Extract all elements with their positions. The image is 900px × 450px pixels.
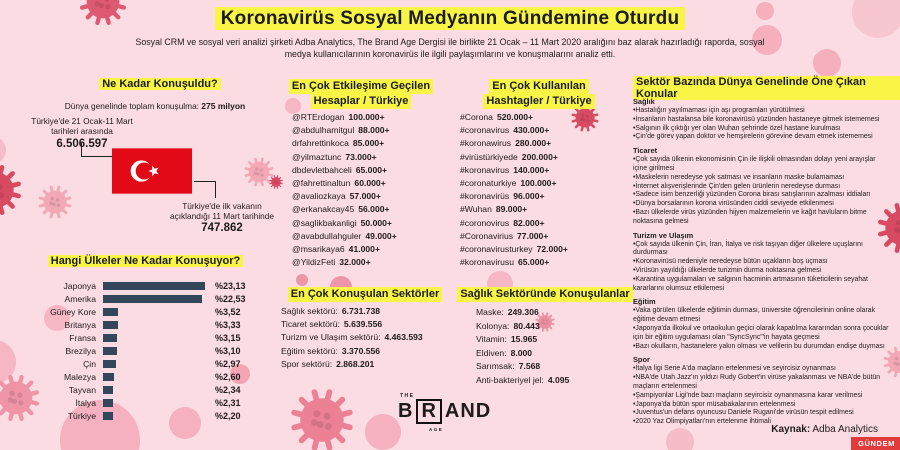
topic-section — [633, 231, 891, 294]
bar-area — [103, 282, 215, 290]
hashtag-item — [460, 203, 568, 216]
topic-bullet: •Bazı ülkelerde virüs yüzünden hijyen malzemelerin ve kağıt havluların bitme noktasına gelmesi — [633, 208, 867, 225]
topic-section-title: Ticaret — [633, 146, 658, 156]
bar-label: Brezilya — [65, 346, 96, 357]
hashtag-item — [460, 256, 568, 269]
bar-area — [103, 360, 215, 368]
hashtag-tag: #coronovirus — [460, 217, 510, 228]
world-total-label: Dünya genelinde toplam konuşulma: — [64, 101, 199, 111]
account-value: 49.000+ — [365, 230, 397, 241]
hashtags-heading — [453, 79, 625, 109]
hashtags-heading-line2: Hashtagler / Türkiye — [483, 94, 594, 109]
hashtag-value: 100.000+ — [520, 178, 557, 189]
bar-area — [103, 373, 215, 381]
health-topic-value: 249.306 — [507, 307, 539, 317]
account-handle: @avaliozkaya — [292, 191, 346, 202]
hashtag-value: 520.000+ — [496, 112, 534, 122]
topic-bullet: •Şampiyonlar Ligi'nde bazı maçların seyircisiz oynanmasına karar verilmesi — [633, 391, 863, 399]
account-item — [292, 177, 397, 190]
topic-bullet: •Japonya'da ilkokul ve ortaokulun geçici olarak kapatılma kararından sonra çocuklar için bir eğitim uygulaması olan "SyncSync"'in hayata geçmesi — [633, 324, 889, 341]
hashtag-value: 280.000+ — [515, 138, 552, 149]
account-value: 57.000+ — [349, 191, 381, 202]
health-topics-heading — [450, 287, 640, 302]
bar-label: Güney Kore — [50, 306, 96, 317]
hashtag-item — [460, 137, 568, 150]
topic-section — [633, 97, 891, 142]
topic-bullet: •Salgının ilk çıktığı yer olan Wuhan şehrinde özel hastane kurulması — [633, 124, 841, 132]
bar — [103, 334, 117, 342]
sectors-heading — [276, 287, 454, 302]
health-topics-heading-text: Sağlık Sektöründe Konuşulanlar — [457, 287, 632, 302]
bar-label: Amerika — [64, 293, 96, 304]
sector-item — [281, 345, 423, 358]
account-handle: @abdulhamitgul — [292, 125, 355, 136]
account-item — [292, 230, 397, 243]
bar-area — [103, 308, 215, 316]
connector-line-right — [194, 181, 216, 198]
account-item — [292, 137, 397, 150]
account-value: 60.000+ — [354, 178, 386, 189]
health-topic-value: 15.965 — [510, 334, 538, 345]
source-value: Adba Analytics — [812, 424, 878, 435]
health-topic-item — [476, 306, 569, 320]
sector-value: 3.370.556 — [341, 345, 381, 356]
bar-label: İtalya — [75, 398, 96, 409]
chart-row — [30, 344, 268, 357]
countries-chart-heading — [28, 255, 263, 267]
account-item — [292, 217, 397, 230]
account-item — [292, 151, 397, 164]
bar-value: %3,33 — [215, 319, 241, 330]
bar-value: %3,15 — [215, 332, 241, 343]
world-total-value: 275 milyon — [201, 101, 246, 111]
account-handle: @avabdullahguler — [292, 230, 362, 241]
accounts-heading — [280, 79, 442, 109]
hashtag-item — [460, 164, 568, 177]
health-topic-item — [476, 320, 569, 334]
sector-label: Turizm ve Ulaşım sektörü: — [281, 332, 381, 343]
accounts-heading-line2: Hesaplar / Türkiye — [311, 94, 412, 109]
header — [0, 8, 900, 60]
hashtag-item — [460, 111, 568, 124]
topic-bullet: •Çok sayıda ülkenin Çin, İran, İtalya ve risk taşıyan diğer ülkelere uçuşlarını durdurması — [633, 240, 863, 257]
hashtag-tag: #Coronavirius — [460, 230, 514, 241]
topic-bullet: •Sadece isim benzerliği yüzünden Corona birası satışlarının azalması iddiaları — [633, 191, 871, 199]
topic-section — [633, 355, 891, 427]
bar — [103, 412, 113, 420]
sector-label: Eğitim sektörü: — [281, 345, 338, 356]
health-topic-label: Maske: — [476, 307, 504, 317]
account-handle: @erkanakcay45 — [292, 204, 355, 215]
topic-bullet: •Maskelerin neredeyse yok satması ve insanların maske bulamaması — [633, 173, 845, 181]
world-topics-heading-text: Sektör Bazında Dünya Genelinde Öne Çıkan Konular — [633, 76, 900, 100]
account-item — [292, 111, 397, 124]
health-topic-value: 7.568 — [518, 361, 541, 372]
brand-r-boxed-letter: R — [416, 399, 441, 424]
how-much-heading — [55, 78, 265, 90]
sectors-heading-text: En Çok Konuşulan Sektörler — [288, 287, 443, 302]
bar-area — [103, 412, 215, 420]
hashtag-item — [460, 124, 568, 137]
account-value: 50.000+ — [360, 217, 392, 228]
brand-row — [398, 399, 518, 424]
topic-bullet: •2020 Yaz Olimpiyatları'nın ertelenme ihtimali — [633, 418, 771, 426]
topic-section-title: Spor — [633, 355, 650, 365]
hashtag-value: 77.000+ — [517, 230, 549, 241]
account-value: 73.000+ — [345, 151, 377, 162]
bar — [103, 347, 117, 355]
account-handle: dbdevletbahceli — [292, 164, 352, 175]
sector-value: 2.868.201 — [336, 358, 375, 369]
sector-value: 5.639.556 — [343, 319, 383, 330]
turkey-flag — [112, 148, 192, 194]
countries-bar-chart — [30, 279, 268, 423]
account-handle: @fahrettinaltun — [292, 178, 351, 189]
bar-value: %3,52 — [215, 306, 241, 317]
hashtag-value: 140.000+ — [513, 164, 550, 175]
chart-row — [30, 292, 268, 305]
account-handle: @yilmaztunc — [292, 151, 342, 162]
bar-area — [103, 399, 215, 407]
bar-area — [103, 334, 215, 342]
page-title-text: Koronavirüs Sosyal Medyanın Gündemine Oturdu — [215, 7, 686, 30]
bar-value: %22,53 — [215, 293, 246, 304]
health-topic-value: 80.443 — [513, 320, 540, 331]
hashtag-value: 200.000+ — [521, 151, 558, 162]
sector-item — [281, 358, 423, 371]
hashtag-value: 96.000+ — [513, 191, 545, 202]
source-label: Kaynak: — [771, 424, 811, 435]
sector-item — [281, 331, 423, 344]
bar-area — [103, 386, 215, 394]
first-case-label: Türkiye'de ilk vakanın açıklandığı 11 Mart tarihinde — [169, 201, 275, 221]
how-much-heading-text: Ne Kadar Konuşuldu? — [99, 78, 221, 90]
hashtag-tag: #coronaturkiye — [460, 178, 517, 189]
topic-bullet: •Karantina uygulamaları ve salgının hacminin artmasının tüketicilerin seyahat kararlarını olumsuz etkilemesi — [633, 275, 868, 292]
bar-area — [103, 295, 215, 303]
bar-label: Britanya — [64, 319, 96, 330]
account-value: 100.000+ — [348, 112, 385, 122]
brand-age-text: AGE — [429, 427, 444, 432]
hashtag-tag: #coronavirusturkey — [460, 244, 533, 255]
topic-bullet: •İtalya ligi Serie A'da maçların ertelenmesi ve seyircisiz oynanması — [633, 365, 836, 373]
topic-bullet: •Juventus'un defans oyuncusu Daniele Rugani'de virüsün tespit edilmesi — [633, 409, 854, 417]
account-item — [292, 164, 397, 177]
health-topic-label: Sarımsak: — [476, 361, 515, 372]
topic-bullet: •Bazı okulların, hastanelere yakın olması ve velilerin bu durumdan endişe duyması — [633, 342, 885, 350]
sectors-list — [281, 305, 423, 371]
bar-label: Türkiye — [67, 411, 96, 422]
hashtag-value: 65.000+ — [517, 257, 550, 268]
hashtag-tag: #koronavirus — [460, 164, 510, 175]
account-value: 85.000+ — [352, 138, 385, 149]
chart-row — [30, 384, 268, 397]
accounts-list — [292, 111, 397, 269]
hashtags-list — [460, 111, 568, 269]
chart-row — [30, 397, 268, 410]
topic-bullet: •Koronavirüsü nedeniyle neredeyse bütün uçakların boş uçması — [633, 258, 828, 266]
hashtag-tag: #koronawirus — [460, 138, 512, 149]
bar-value: %2,31 — [215, 398, 241, 409]
account-value: 88.000+ — [358, 125, 390, 136]
health-topic-label: Anti-bakteriyel jel: — [476, 374, 544, 385]
health-topic-value: 8.000 — [510, 347, 533, 358]
account-item — [292, 203, 397, 216]
chart-row — [30, 331, 268, 344]
topic-bullet: •Virüsün yayıldığı ülkelerde turizmin durma noktasına gelmesi — [633, 266, 822, 274]
chart-row — [30, 279, 268, 292]
turkey-period-value: 6.506.597 — [56, 138, 108, 150]
account-handle: @YildizFeti — [292, 257, 336, 268]
bar-label: Japonya — [63, 280, 96, 291]
chart-row — [30, 358, 268, 371]
account-handle: @saglikbakanligi — [292, 217, 357, 228]
hashtag-item — [460, 243, 568, 256]
health-topic-label: Kolonya: — [476, 320, 510, 331]
hashtag-tag: #Wuhan — [460, 204, 492, 215]
topic-bullet: •Hastalığın yayılmaması için aşı programları yürütülmesi — [633, 107, 805, 114]
hashtag-item — [460, 217, 568, 230]
topic-section — [633, 297, 891, 351]
account-value: 56.000+ — [358, 204, 390, 215]
sector-value: 4.463.593 — [384, 332, 423, 343]
account-item — [292, 190, 397, 203]
bar-label: Malezya — [64, 372, 96, 383]
page-title — [0, 8, 900, 30]
health-topics-list — [476, 306, 569, 388]
hashtag-tag: #koronavirüs — [460, 191, 510, 202]
health-topic-item — [476, 374, 569, 388]
health-topic-label: Vitamin: — [476, 334, 507, 345]
account-item — [292, 124, 397, 137]
world-total — [30, 101, 280, 111]
account-value: 65.000+ — [355, 164, 388, 175]
sector-item — [281, 318, 423, 331]
topic-bullet: •İnsanların hastalansa bile koronavirüsü yüzünden hastaneye gitmek istememesi — [633, 115, 880, 123]
bar-value: %2,97 — [215, 359, 241, 370]
topic-bullet: •NBA'de Utah Jazz'ın yıldızı Rudy Gobert'in virüse yakalanması ve NBA'de bütün maçların ertelenmesi — [633, 374, 881, 390]
bar — [103, 321, 118, 329]
first-case-stat — [163, 201, 281, 233]
hashtag-tag: #koronavirusu — [460, 257, 514, 268]
bar-value: %2,60 — [215, 372, 241, 383]
hashtag-value: 89.000+ — [495, 204, 528, 215]
topic-bullet: •Çin'de görev yapan doktor ve hemşirelerin görevine devam etmek istememesi — [633, 133, 873, 141]
health-topic-item — [476, 333, 569, 347]
bar — [103, 360, 116, 368]
sector-label: Spor sektörü: — [281, 358, 333, 369]
chart-row — [30, 371, 268, 384]
topic-bullet: •Vaka görülen ülkelerde eğitimin durması, üniversite öğrencilerinin online olarak eğitime devam etmesi — [633, 307, 876, 324]
topic-section-title: Turizm ve Ulaşım — [633, 230, 694, 240]
bar-label: Fransa — [69, 332, 96, 343]
topic-section-title: Eğitim — [633, 297, 656, 307]
health-topic-value: 4.095 — [547, 374, 570, 385]
account-item — [292, 243, 397, 256]
connector-line-left — [81, 142, 113, 157]
topic-bullet: •Japonya'da bütün spor müsabakalarının ertelenmesi — [633, 400, 796, 408]
accounts-heading-line1: En Çok Etkileşime Geçilen — [289, 79, 433, 94]
world-topics-sections — [633, 97, 891, 431]
hashtag-value: 430.000+ — [513, 125, 550, 136]
account-value: 41.000+ — [348, 244, 380, 255]
account-handle: @RTErdogan — [292, 112, 345, 122]
hashtag-value: 72.000+ — [536, 244, 568, 255]
turkey-period-label: Türkiye'de 21 Ocak-11 Mart tarihleri arasında — [31, 116, 133, 136]
topic-bullet: •Dünya borsalarının korona virüsünden ciddi seviyede etkilenmesi — [633, 200, 834, 208]
hashtag-item — [460, 230, 568, 243]
bar-value: %3,10 — [215, 346, 241, 357]
hashtag-item — [460, 151, 568, 164]
chart-row — [30, 410, 268, 423]
source-credit — [771, 424, 878, 435]
hashtag-value: 82.000+ — [513, 217, 545, 228]
account-handle: drfahrettinkoca — [292, 138, 349, 149]
account-item — [292, 256, 397, 269]
bar-label: Tayvan — [68, 385, 96, 396]
topic-section-title: Sağlık — [633, 97, 655, 106]
bar — [103, 308, 118, 316]
bar-label: Çin — [83, 359, 96, 370]
countries-chart-heading-text: Hangi Ülkeler Ne Kadar Konuşuyor? — [48, 255, 244, 267]
topic-section — [633, 146, 891, 226]
bar-value: %23,13 — [215, 280, 246, 291]
brand-and-letters: AND — [444, 400, 492, 422]
hashtag-tag: #coronavirus — [460, 125, 510, 136]
brand-b-letter: B — [398, 400, 414, 422]
bar — [103, 386, 113, 394]
first-case-value: 747.862 — [201, 222, 243, 234]
chart-row — [30, 305, 268, 318]
health-topic-item — [476, 347, 569, 361]
gundem-watermark-badge: GÜNDEM — [851, 437, 900, 450]
health-topic-label: Eldiven: — [476, 347, 507, 358]
sector-value: 6.731.738 — [341, 306, 381, 316]
hashtags-heading-line1: En Çok Kullanılan — [489, 79, 589, 94]
bar-area — [103, 321, 215, 329]
hashtag-item — [460, 177, 568, 190]
topic-bullet: •Çok sayıda ülkenin ekonomisinin Çin ile ilişkili olmasından dolayı yeni arayışlar içine girilmesi — [633, 156, 876, 172]
subtitle: Sosyal CRM ve sosyal veri analizi şirketi Adba Analytics, The Brand Age Dergisi ile birlikte 21 Ocak – 11 Mart 2020 aralığını baz alarak hazırladığı raporda, sosyal medya kullanıcılarının koronavirüs ile ilgili paylaşımlarını ve konuşmalarını analiz etti. — [135, 37, 765, 59]
bar — [103, 282, 205, 290]
bar — [103, 295, 202, 303]
health-topic-item — [476, 360, 569, 374]
bar — [103, 373, 114, 381]
bar-value: %2,20 — [215, 411, 241, 422]
bar — [103, 399, 113, 407]
account-value: 32.000+ — [339, 257, 371, 268]
turkey-flag-svg — [112, 148, 192, 194]
topic-bullet: •İnternet alışverişlerinde Çin'den gelen ürünlerin neredeyse durması — [633, 182, 841, 190]
sector-label: Ticaret sektörü: — [281, 319, 340, 330]
bar-area — [103, 347, 215, 355]
hashtag-tag: #virüstürkiyede — [460, 151, 518, 162]
brand-the-text: THE — [400, 393, 415, 399]
sector-item — [281, 305, 423, 318]
sector-label: Sağlık sektörü: — [281, 306, 338, 316]
chart-row — [30, 318, 268, 331]
hashtag-item — [460, 190, 568, 203]
account-handle: @msarikaya6 — [292, 244, 345, 255]
bar-value: %2,34 — [215, 385, 241, 396]
hashtag-tag: #Corona — [460, 112, 493, 122]
brand-age-logo — [398, 393, 518, 431]
